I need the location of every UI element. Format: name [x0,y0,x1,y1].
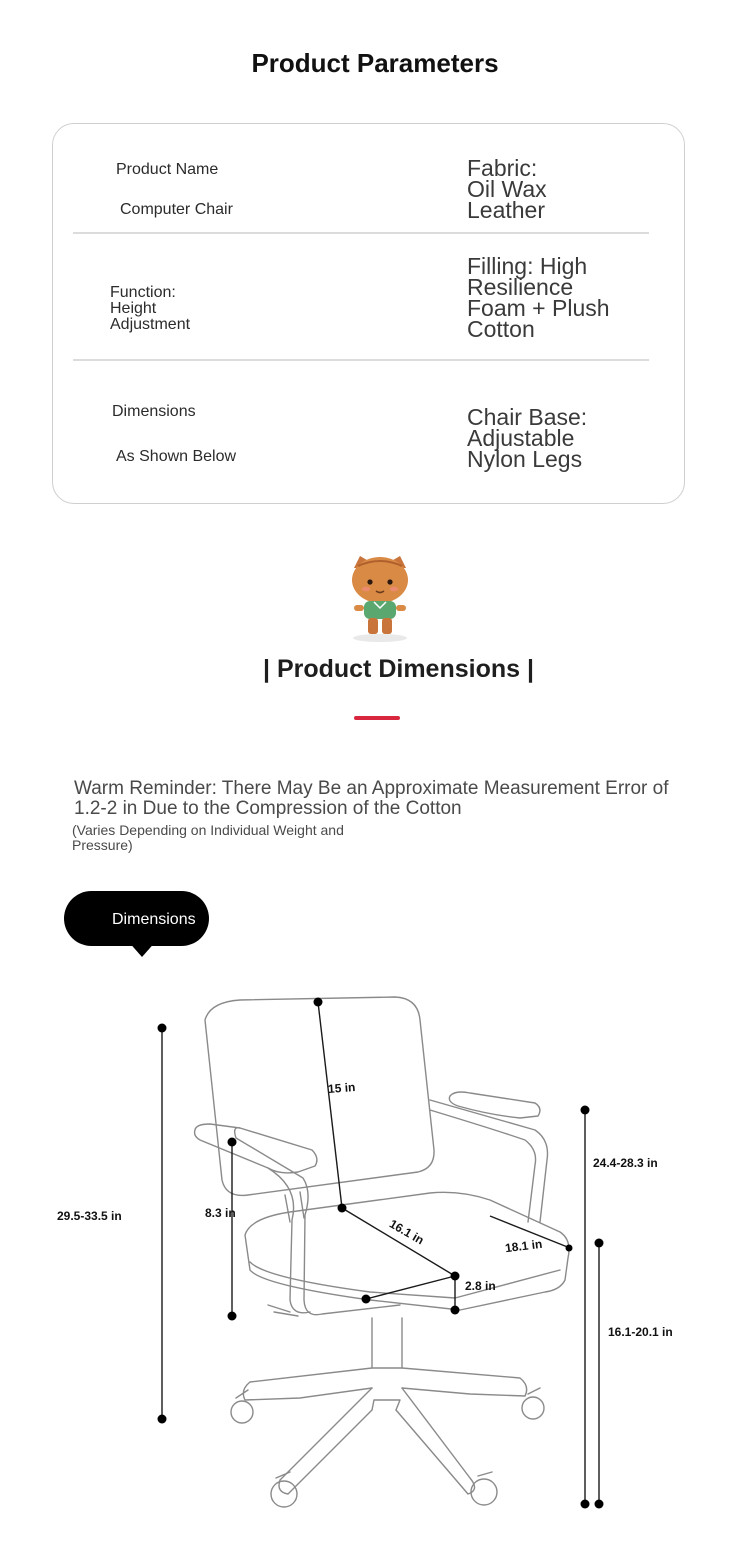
badge-tail [127,940,157,957]
wooden-mascot-icon [340,552,420,644]
armrest-to-floor-label: 24.4-28.3 in [593,1156,658,1170]
seat-width-label: 18.1 in [504,1236,544,1256]
section-underline [354,716,400,720]
dimensions-value: As Shown Below [116,448,237,465]
cushion-thickness-label: 2.8 in [465,1279,496,1293]
seat-to-floor-label: 16.1-20.1 in [608,1325,673,1339]
section-title: | Product Dimensions | [263,655,534,683]
fabric-value: Fabric: Oil Wax Leather [467,155,547,223]
product-name-label: Product Name [116,161,219,178]
backrest-height-label: 15 in [327,1080,356,1096]
dimensions-badge: Dimensions [64,891,209,946]
page-title: Product Parameters [251,48,499,78]
armrest-height-label: 8.3 in [205,1206,236,1220]
divider [73,232,649,234]
total-height-label: 29.5-33.5 in [57,1209,122,1223]
chair-diagram [0,960,750,1563]
seat-depth-label: 16.1 in [387,1216,427,1248]
parameters-card [52,123,685,504]
dimensions-label: Dimensions [112,403,196,420]
function-label: Function: Height Adjustment [110,284,191,333]
warm-reminder: Warm Reminder: There May Be an Approximate Measurement Error of 1.2-2 in Due to the Compression of the Cotton [74,778,669,819]
product-name-value: Computer Chair [120,201,233,218]
reminder-note: (Varies Depending on Individual Weight and Pressure) [72,822,344,853]
chair-base-value: Chair Base: Adjustable Nylon Legs [467,404,588,472]
divider [73,359,649,361]
filling-value: Filling: High Resilience Foam + Plush Cotton [467,253,610,342]
